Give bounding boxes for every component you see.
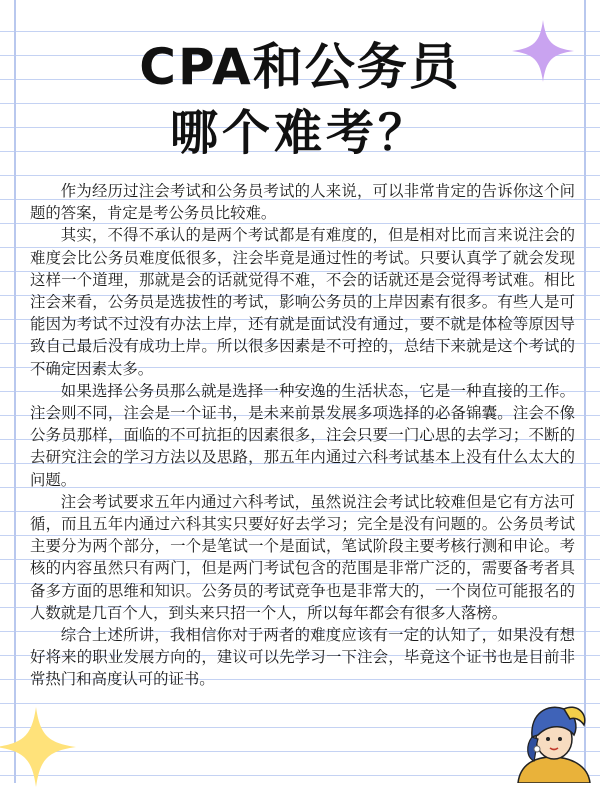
paragraph: 如果选择公务员那么就是选择一种安逸的生活状态，它是一种直接的工作。注会则不同，注会是一个证书，是未来前景发展多项选择的必备锦囊。注会不像公务员那样，面临的不可抗拒的因素很多，注会只要一门心思的去学习；不断的去研究注会的学习方法以及思路，那五年内通过六科考试基本上没有什么太大的问题。 — [30, 381, 575, 489]
girl-with-pearl-earring-illustration — [504, 695, 596, 783]
paragraph: 注会考试要求五年内通过六科考试，虽然说注会考试比较难但是它有方法可循，而且五年内通过六科其实只要好好去学习；完全是没有问题的。公务员考试主要分为两个部分，一个是笔试一个是面试，笔试阶段主要考核行测和申论。考核的内容虽然只有两门，但是两门考试包含的范围是非常广泛的，需要备考者具备多方面的思维和知识。公务员的考试竞争也是非常大的，一个岗位可能报名的人数就是几百个人，到头来只招一个人，所以每年都会有很多人落榜。 — [30, 492, 575, 622]
paragraph: 综合上述所讲，我相信你对于两者的难度应该有一定的认知了，如果没有想好将来的职业发展方向的，建议可以先学习一下注会，毕竟这个证书也是目前非常热门和高度认可的证书。 — [30, 626, 575, 689]
page-title-line-1: CPA和公务员 — [139, 38, 461, 96]
page-title-line-2: 哪个难考？ — [169, 105, 430, 161]
paragraph: 作为经历过注会考试和公务员考试的人来说，可以非常肯定的告诉你这个问题的答案，肯定是考公务员比较难。 — [30, 182, 575, 223]
paragraph: 其实，不得不承认的是两个考试都是有难度的，但是相对比而言来说注会的难度会比公务员难度低很多，注会毕竟是通过性的考试。只要认真学了就会发现这样一个道理，那就是会的话就觉得不难，不会的话就还是会觉得考试难。相比注会来看，公务员是选拔性的考试，影响公务员的上岸因素有很多。有些人是可能因为考试不过没有办法上岸，还有就是面试没有通过，要不就是体检等原因导致自己最后没有成功上岸。所以很多因素是不可控的，总结下来就是这个考试的不确定因素太多。 — [30, 226, 575, 378]
sparkle-icon — [0, 705, 78, 789]
article-body — [30, 180, 575, 691]
